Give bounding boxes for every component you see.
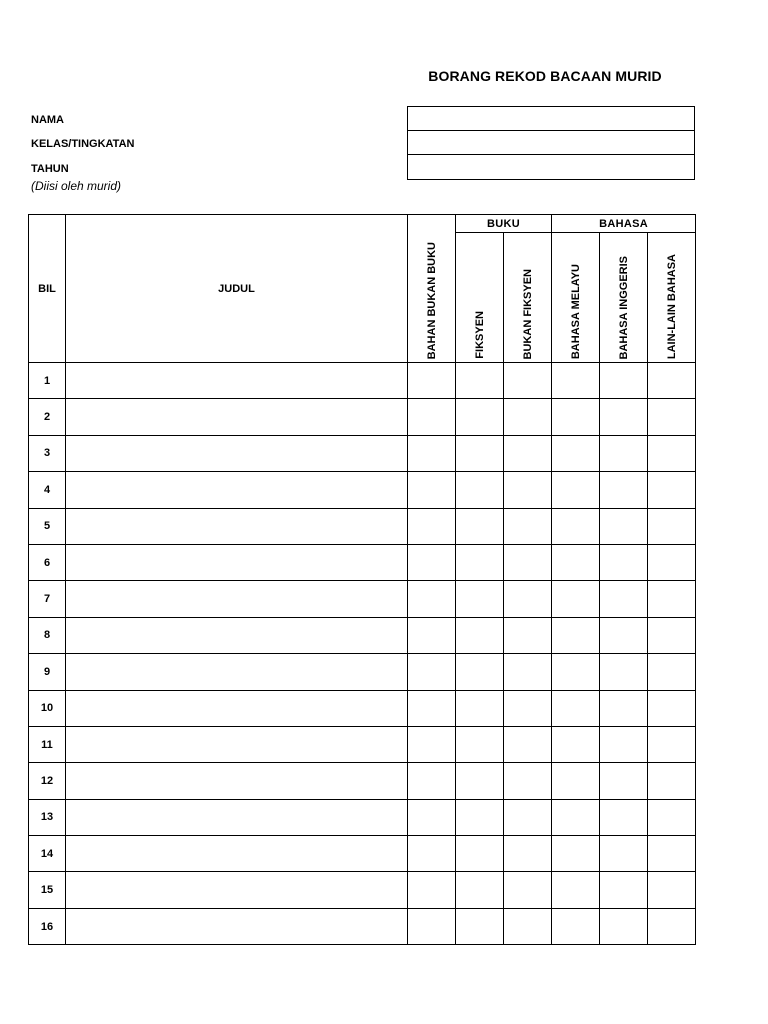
lain-lain-bahasa-cell[interactable] [648, 872, 696, 908]
fiksyen-cell[interactable] [456, 654, 504, 690]
bukan-fiksyen-label: BUKAN FIKSYEN [521, 268, 534, 359]
nama-input-box[interactable] [407, 106, 695, 131]
row-number: 13 [29, 799, 66, 835]
bahan-bukan-buku-cell[interactable] [408, 581, 456, 617]
bukan-fiksyen-cell[interactable] [504, 363, 552, 399]
bahasa-inggeris-cell[interactable] [600, 508, 648, 544]
bukan-fiksyen-cell[interactable] [504, 472, 552, 508]
table-row [29, 508, 696, 544]
reading-record-table [28, 214, 696, 945]
bahan-bukan-buku-cell[interactable] [408, 690, 456, 726]
tahun-label: TAHUN [31, 163, 69, 175]
row-number: 1 [29, 363, 66, 399]
table-row [29, 544, 696, 580]
bukan-fiksyen-cell[interactable] [504, 508, 552, 544]
bahasa-inggeris-cell[interactable] [600, 908, 648, 944]
row-number: 14 [29, 836, 66, 872]
bahasa-inggeris-cell[interactable] [600, 435, 648, 471]
bukan-fiksyen-cell[interactable] [504, 544, 552, 580]
bukan-fiksyen-cell[interactable] [504, 581, 552, 617]
bahan-bukan-buku-cell[interactable] [408, 836, 456, 872]
lain-lain-bahasa-cell[interactable] [648, 544, 696, 580]
lain-lain-bahasa-cell[interactable] [648, 508, 696, 544]
bahan-bukan-buku-cell[interactable] [408, 617, 456, 653]
bahasa-inggeris-cell[interactable] [600, 799, 648, 835]
buku-header: BUKU [456, 215, 552, 233]
judul-cell[interactable] [66, 399, 408, 435]
table-row [29, 836, 696, 872]
lain-lain-bahasa-cell[interactable] [648, 654, 696, 690]
table-row [29, 726, 696, 762]
bahan-bukan-buku-cell[interactable] [408, 508, 456, 544]
bahan-bukan-buku-cell[interactable] [408, 399, 456, 435]
bahasa-inggeris-cell[interactable] [600, 836, 648, 872]
bahasa-inggeris-cell[interactable] [600, 654, 648, 690]
fiksyen-header [456, 233, 504, 363]
bahasa-melayu-cell[interactable] [552, 435, 600, 471]
judul-cell[interactable] [66, 544, 408, 580]
lain-lain-bahasa-cell[interactable] [648, 617, 696, 653]
bukan-fiksyen-header [504, 233, 552, 363]
bahasa-melayu-cell[interactable] [552, 908, 600, 944]
judul-cell[interactable] [66, 690, 408, 726]
bahasa-melayu-label: BAHASA MELAYU [569, 263, 582, 359]
bahasa-melayu-cell[interactable] [552, 654, 600, 690]
lain-lain-bahasa-cell[interactable] [648, 581, 696, 617]
bahan-bukan-buku-cell[interactable] [408, 544, 456, 580]
fiksyen-cell[interactable] [456, 726, 504, 762]
fiksyen-cell[interactable] [456, 508, 504, 544]
bukan-fiksyen-cell[interactable] [504, 872, 552, 908]
form-title: BORANG REKOD BACAAN MURID [428, 68, 662, 84]
lain-lain-bahasa-cell[interactable] [648, 399, 696, 435]
judul-cell[interactable] [66, 654, 408, 690]
lain-lain-bahasa-label: LAIN-LAIN BAHASA [665, 253, 678, 359]
fiksyen-cell[interactable] [456, 617, 504, 653]
row-number: 4 [29, 472, 66, 508]
bahan-bukan-buku-cell[interactable] [408, 872, 456, 908]
bahasa-melayu-header [552, 233, 600, 363]
table-row [29, 654, 696, 690]
bahan-bukan-buku-header [408, 215, 456, 363]
row-number: 12 [29, 763, 66, 799]
fiksyen-cell[interactable] [456, 908, 504, 944]
bahan-bukan-buku-cell[interactable] [408, 472, 456, 508]
bahasa-inggeris-cell[interactable] [600, 726, 648, 762]
judul-cell[interactable] [66, 836, 408, 872]
judul-header: JUDUL [66, 215, 408, 363]
lain-lain-bahasa-cell[interactable] [648, 472, 696, 508]
bahasa-inggeris-cell[interactable] [600, 581, 648, 617]
table-row [29, 872, 696, 908]
bahasa-melayu-cell[interactable] [552, 617, 600, 653]
bahasa-inggeris-label: BAHASA INGGERIS [617, 255, 630, 359]
fiksyen-cell[interactable] [456, 399, 504, 435]
bahasa-melayu-cell[interactable] [552, 508, 600, 544]
table-row [29, 435, 696, 471]
bahasa-melayu-cell[interactable] [552, 836, 600, 872]
bukan-fiksyen-cell[interactable] [504, 399, 552, 435]
bahasa-inggeris-cell[interactable] [600, 472, 648, 508]
bahasa-melayu-cell[interactable] [552, 544, 600, 580]
lain-lain-bahasa-cell[interactable] [648, 763, 696, 799]
fiksyen-label: FIKSYEN [473, 311, 486, 359]
bahan-bukan-buku-cell[interactable] [408, 363, 456, 399]
row-number: 2 [29, 399, 66, 435]
bahasa-melayu-cell[interactable] [552, 581, 600, 617]
fiksyen-cell[interactable] [456, 363, 504, 399]
table-row [29, 363, 696, 399]
row-number: 7 [29, 581, 66, 617]
fiksyen-cell[interactable] [456, 690, 504, 726]
judul-cell[interactable] [66, 726, 408, 762]
bahasa-melayu-cell[interactable] [552, 726, 600, 762]
tahun-input-box[interactable] [407, 155, 695, 180]
judul-cell[interactable] [66, 763, 408, 799]
bahan-bukan-buku-cell[interactable] [408, 908, 456, 944]
bahan-bukan-buku-cell[interactable] [408, 654, 456, 690]
table-row [29, 617, 696, 653]
bahasa-inggeris-cell[interactable] [600, 363, 648, 399]
bahasa-melayu-cell[interactable] [552, 472, 600, 508]
bahasa-melayu-cell[interactable] [552, 690, 600, 726]
bahasa-melayu-cell[interactable] [552, 763, 600, 799]
fill-note: (Diisi oleh murid) [31, 179, 122, 193]
judul-cell[interactable] [66, 472, 408, 508]
bukan-fiksyen-cell[interactable] [504, 617, 552, 653]
lain-lain-bahasa-cell[interactable] [648, 726, 696, 762]
row-number: 3 [29, 435, 66, 471]
bahan-bukan-buku-cell[interactable] [408, 726, 456, 762]
lain-lain-bahasa-cell[interactable] [648, 799, 696, 835]
bahasa-header: BAHASA [552, 215, 696, 233]
row-number: 11 [29, 726, 66, 762]
row-number: 6 [29, 544, 66, 580]
row-number: 10 [29, 690, 66, 726]
bahasa-inggeris-cell[interactable] [600, 763, 648, 799]
lain-lain-bahasa-cell[interactable] [648, 908, 696, 944]
bukan-fiksyen-cell[interactable] [504, 799, 552, 835]
bukan-fiksyen-cell[interactable] [504, 908, 552, 944]
bukan-fiksyen-cell[interactable] [504, 435, 552, 471]
judul-cell[interactable] [66, 508, 408, 544]
fiksyen-cell[interactable] [456, 799, 504, 835]
row-number: 15 [29, 872, 66, 908]
fiksyen-cell[interactable] [456, 435, 504, 471]
bahasa-melayu-cell[interactable] [552, 363, 600, 399]
bukan-fiksyen-cell[interactable] [504, 690, 552, 726]
bukan-fiksyen-cell[interactable] [504, 654, 552, 690]
bahasa-inggeris-header [600, 233, 648, 363]
judul-cell[interactable] [66, 617, 408, 653]
table-row [29, 472, 696, 508]
bahan-bukan-buku-label: BAHAN BUKAN BUKU [425, 241, 438, 359]
judul-cell[interactable] [66, 581, 408, 617]
judul-cell[interactable] [66, 908, 408, 944]
table-row [29, 399, 696, 435]
nama-label: NAMA [31, 114, 64, 126]
fiksyen-cell[interactable] [456, 872, 504, 908]
bukan-fiksyen-cell[interactable] [504, 836, 552, 872]
bahasa-melayu-cell[interactable] [552, 399, 600, 435]
fiksyen-cell[interactable] [456, 544, 504, 580]
bahasa-melayu-cell[interactable] [552, 872, 600, 908]
fiksyen-cell[interactable] [456, 836, 504, 872]
table-row [29, 690, 696, 726]
bahan-bukan-buku-cell[interactable] [408, 763, 456, 799]
bahasa-inggeris-cell[interactable] [600, 544, 648, 580]
table-row [29, 908, 696, 944]
kelas-label: KELAS/TINGKATAN [31, 138, 135, 150]
judul-cell[interactable] [66, 435, 408, 471]
row-number: 8 [29, 617, 66, 653]
bahasa-inggeris-cell[interactable] [600, 690, 648, 726]
bahan-bukan-buku-cell[interactable] [408, 435, 456, 471]
lain-lain-bahasa-header [648, 233, 696, 363]
row-number: 16 [29, 908, 66, 944]
fiksyen-cell[interactable] [456, 581, 504, 617]
bahasa-melayu-cell[interactable] [552, 799, 600, 835]
table-row [29, 763, 696, 799]
fiksyen-cell[interactable] [456, 763, 504, 799]
row-number: 9 [29, 654, 66, 690]
lain-lain-bahasa-cell[interactable] [648, 435, 696, 471]
kelas-input-box[interactable] [407, 131, 695, 156]
lain-lain-bahasa-cell[interactable] [648, 690, 696, 726]
row-number: 5 [29, 508, 66, 544]
bukan-fiksyen-cell[interactable] [504, 763, 552, 799]
table-row [29, 799, 696, 835]
judul-cell[interactable] [66, 363, 408, 399]
table-row [29, 581, 696, 617]
bil-header: BIL [29, 215, 66, 363]
bukan-fiksyen-cell[interactable] [504, 726, 552, 762]
bahasa-inggeris-cell[interactable] [600, 617, 648, 653]
fiksyen-cell[interactable] [456, 472, 504, 508]
judul-cell[interactable] [66, 799, 408, 835]
lain-lain-bahasa-cell[interactable] [648, 836, 696, 872]
judul-cell[interactable] [66, 872, 408, 908]
bahan-bukan-buku-cell[interactable] [408, 799, 456, 835]
bahasa-inggeris-cell[interactable] [600, 399, 648, 435]
lain-lain-bahasa-cell[interactable] [648, 363, 696, 399]
bahasa-inggeris-cell[interactable] [600, 872, 648, 908]
